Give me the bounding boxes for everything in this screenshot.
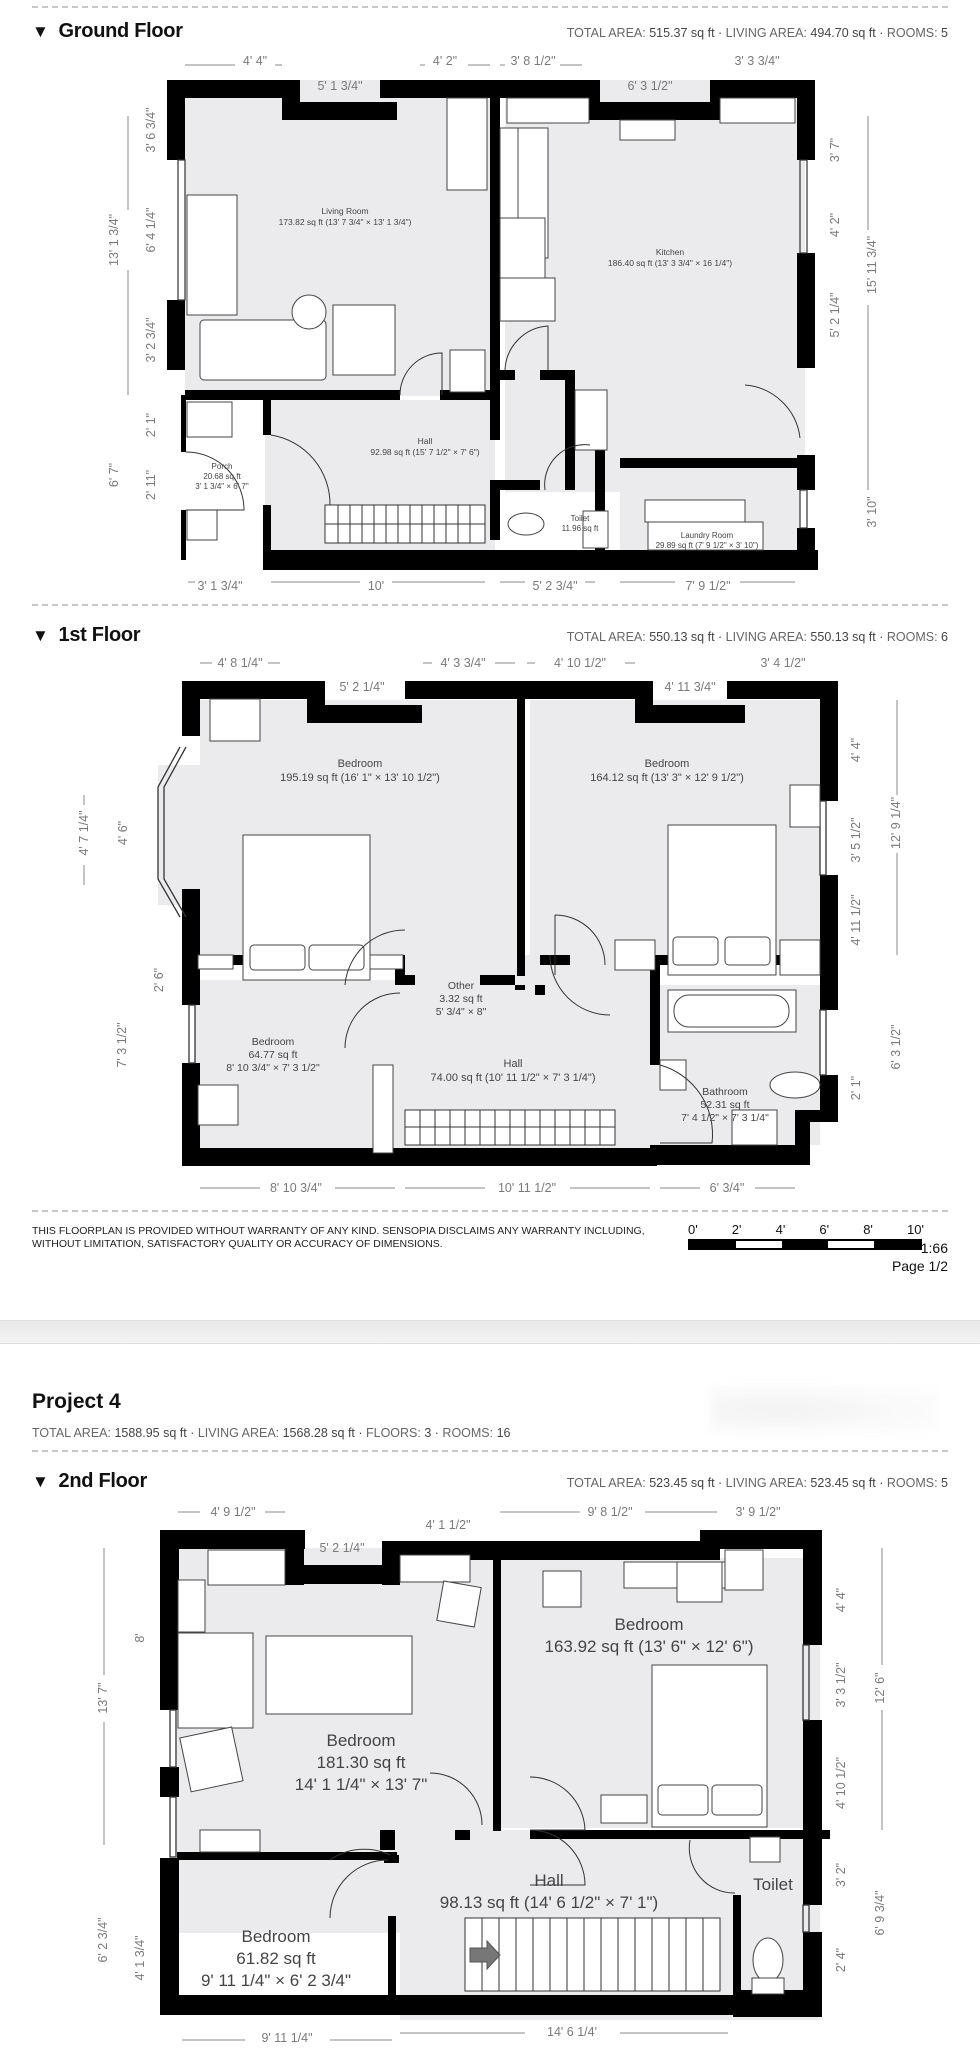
svg-text:64.77 sq ft: 64.77 sq ft <box>248 1049 298 1061</box>
svg-text:3' 6 3/4": 3' 6 3/4" <box>144 107 158 153</box>
svg-text:Bedroom: Bedroom <box>614 1615 684 1634</box>
svg-text:4' 3 3/4": 4' 3 3/4" <box>440 656 486 670</box>
svg-text:3' 4 1/2": 3' 4 1/2" <box>760 656 806 670</box>
svg-text:2' 4": 2' 4" <box>834 1947 848 1973</box>
svg-text:14' 1 1/4" × 13' 7": 14' 1 1/4" × 13' 7" <box>294 1775 428 1794</box>
project-title: Project 4 <box>32 1390 121 1413</box>
floorplan-ground <box>0 50 980 610</box>
floor-title[interactable]: ▼ 1st Floor <box>32 624 141 646</box>
svg-text:173.82 sq ft (13' 7 3/4" × 13': 173.82 sq ft (13' 7 3/4" × 13' 1 3/4") <box>278 217 412 227</box>
svg-text:Hall: Hall <box>534 1871 564 1890</box>
svg-text:20.68 sq ft: 20.68 sq ft <box>203 472 241 481</box>
floor-stats: TOTAL AREA: 550.13 sq ft · LIVING AREA: 550.13 sq ft · ROOMS: 6 <box>566 630 948 644</box>
svg-text:29.89 sq ft (7' 9 1/2" × 3' 10: 29.89 sq ft (7' 9 1/2" × 3' 10") <box>655 541 759 550</box>
svg-text:4' 6": 4' 6" <box>116 820 130 846</box>
svg-text:Hall: Hall <box>503 1058 523 1070</box>
svg-text:4' 7 1/4": 4' 7 1/4" <box>77 810 91 856</box>
separator <box>32 604 948 606</box>
floor-title[interactable]: ▼ 2nd Floor <box>32 1470 147 1492</box>
scale-bar: 0' 2' 4' 6' 8' 10' <box>688 1222 928 1250</box>
svg-text:3' 3 3/4": 3' 3 3/4" <box>734 54 780 68</box>
svg-text:6' 4 1/4": 6' 4 1/4" <box>144 207 158 253</box>
svg-text:98.13 sq ft (14' 6 1/2" × 7' 1: 98.13 sq ft (14' 6 1/2" × 7' 1") <box>439 1893 659 1912</box>
svg-text:9' 11 1/4": 9' 11 1/4" <box>261 2031 313 2045</box>
svg-text:4' 10 1/2": 4' 10 1/2" <box>553 656 607 670</box>
svg-text:5' 2 1/4": 5' 2 1/4" <box>319 1541 365 1555</box>
svg-text:6' 9 3/4": 6' 9 3/4" <box>873 1890 887 1936</box>
svg-text:181.30 sq ft: 181.30 sq ft <box>316 1753 406 1772</box>
floor-stats: TOTAL AREA: 523.45 sq ft · LIVING AREA: 523.45 sq ft · ROOMS: 5 <box>566 1476 948 1490</box>
svg-text:4' 4": 4' 4" <box>834 1587 848 1613</box>
svg-text:3' 3 1/2": 3' 3 1/2" <box>834 1662 848 1708</box>
svg-text:Bedroom: Bedroom <box>251 1036 295 1048</box>
svg-text:Bedroom: Bedroom <box>337 758 383 770</box>
svg-text:Porch: Porch <box>211 462 233 471</box>
project-stats: TOTAL AREA: 1588.95 sq ft · LIVING AREA: 1568.28 sq ft · FLOORS: 3 · ROOMS: 16 <box>32 1426 511 1440</box>
svg-text:12' 6": 12' 6" <box>873 1672 887 1704</box>
svg-text:4' 2": 4' 2" <box>828 212 842 238</box>
svg-text:Hall: Hall <box>417 436 433 446</box>
svg-text:4' 1 3/4": 4' 1 3/4" <box>133 1935 147 1981</box>
svg-text:2' 11": 2' 11" <box>144 469 158 501</box>
svg-text:9' 8 1/2": 9' 8 1/2" <box>587 1505 633 1519</box>
svg-text:4' 11 1/2": 4' 11 1/2" <box>849 894 863 946</box>
svg-text:5' 2 1/4": 5' 2 1/4" <box>828 292 842 338</box>
svg-text:15' 11 3/4": 15' 11 3/4" <box>865 235 879 295</box>
svg-text:Bedroom: Bedroom <box>644 758 690 770</box>
page-break <box>0 1320 980 1344</box>
floor-header-1st[interactable] <box>32 624 948 654</box>
svg-text:2' 1": 2' 1" <box>144 412 158 438</box>
svg-text:13' 7": 13' 7" <box>96 1682 110 1714</box>
blurred-logo <box>710 1385 940 1435</box>
triangle-down-icon[interactable]: ▼ <box>32 626 49 645</box>
svg-text:4' 4": 4' 4" <box>849 737 863 763</box>
triangle-down-icon[interactable]: ▼ <box>32 1472 49 1491</box>
svg-text:Bathroom: Bathroom <box>702 1086 748 1098</box>
svg-text:164.12 sq ft (13' 3" × 12' 9 1: 164.12 sq ft (13' 3" × 12' 9 1/2") <box>590 772 744 784</box>
svg-text:61.82 sq ft: 61.82 sq ft <box>236 1949 316 1968</box>
separator <box>32 1210 948 1212</box>
svg-text:3' 9 1/2": 3' 9 1/2" <box>735 1505 781 1519</box>
svg-text:5' 2 1/4": 5' 2 1/4" <box>339 680 385 694</box>
svg-text:Bedroom: Bedroom <box>326 1731 396 1750</box>
svg-text:8' 10 3/4" × 7' 3 1/2": 8' 10 3/4" × 7' 3 1/2" <box>226 1062 320 1074</box>
floorplan-2nd <box>0 1500 980 2048</box>
svg-text:6' 3 1/2": 6' 3 1/2" <box>627 79 673 93</box>
separator <box>32 1450 948 1452</box>
floor-header-2nd[interactable] <box>32 1470 948 1500</box>
svg-text:195.19 sq ft (16' 1" × 13' 10: 195.19 sq ft (16' 1" × 13' 10 1/2") <box>280 772 440 784</box>
svg-text:Bedroom: Bedroom <box>241 1927 311 1946</box>
floor-header-ground[interactable] <box>32 20 948 50</box>
svg-text:4' 2": 4' 2" <box>432 54 458 68</box>
svg-text:3' 2 3/4": 3' 2 3/4" <box>144 317 158 363</box>
svg-text:163.92 sq ft (13' 6" × 12' 6"): 163.92 sq ft (13' 6" × 12' 6") <box>544 1637 754 1656</box>
svg-text:4' 10 1/2": 4' 10 1/2" <box>834 1756 848 1810</box>
svg-text:Toilet: Toilet <box>570 514 590 523</box>
svg-text:186.40 sq ft (13' 3 3/4" × 16: 186.40 sq ft (13' 3 3/4" × 16 1/4") <box>607 258 733 268</box>
svg-text:4' 4": 4' 4" <box>242 54 268 68</box>
disclaimer-text: THIS FLOORPLAN IS PROVIDED WITHOUT WARRANTY OF ANY KIND. SENSOPIA DISCLAIMS ANY WARRANTY INCLUDING, WITHOUT LIMITATION, SATISFACTORY QUALITY OR ACCURACY OF DIMENSIONS. <box>32 1225 645 1250</box>
svg-text:2' 1": 2' 1" <box>849 1075 863 1101</box>
svg-text:Laundry Room: Laundry Room <box>680 531 734 540</box>
svg-text:4' 1 1/2": 4' 1 1/2" <box>425 1518 471 1532</box>
svg-text:6' 3/4": 6' 3/4" <box>709 1181 745 1195</box>
svg-text:74.00 sq ft (10' 11 1/2" × 7': 74.00 sq ft (10' 11 1/2" × 7' 3 1/4") <box>430 1072 596 1084</box>
svg-text:7' 4 1/2" × 7' 3 1/4": 7' 4 1/2" × 7' 3 1/4" <box>681 1112 769 1124</box>
svg-text:6' 2 3/4": 6' 2 3/4" <box>96 1917 110 1963</box>
svg-text:4' 9 1/2": 4' 9 1/2" <box>210 1505 256 1519</box>
svg-text:52.31 sq ft: 52.31 sq ft <box>700 1099 750 1111</box>
svg-text:2' 6": 2' 6" <box>152 967 166 993</box>
svg-text:13' 1 3/4": 13' 1 3/4" <box>107 213 121 267</box>
svg-text:Other: Other <box>447 980 475 992</box>
svg-text:3' 10": 3' 10" <box>865 496 879 528</box>
svg-text:7' 3 1/2": 7' 3 1/2" <box>115 1022 129 1068</box>
svg-text:3' 1 3/4": 3' 1 3/4" <box>197 579 243 593</box>
floorplan-1st <box>0 655 980 1200</box>
separator <box>32 6 948 8</box>
svg-text:14' 6 1/4': 14' 6 1/4' <box>547 2025 597 2039</box>
svg-text:3' 5 1/2": 3' 5 1/2" <box>849 817 863 863</box>
svg-text:12' 9 1/4": 12' 9 1/4" <box>889 796 903 850</box>
svg-text:Kitchen: Kitchen <box>655 247 685 257</box>
svg-text:8' 10 3/4": 8' 10 3/4" <box>269 1181 323 1195</box>
svg-text:10' 11 1/2": 10' 11 1/2" <box>497 1181 557 1195</box>
svg-text:Toilet: Toilet <box>753 1875 793 1894</box>
svg-text:5' 3/4" × 8": 5' 3/4" × 8" <box>435 1006 487 1018</box>
svg-text:5' 2 3/4": 5' 2 3/4" <box>532 579 578 593</box>
svg-text:3' 8 1/2": 3' 8 1/2" <box>510 54 556 68</box>
svg-text:92.98 sq ft (15' 7 1/2" × 7' 6: 92.98 sq ft (15' 7 1/2" × 7' 6") <box>370 447 480 457</box>
svg-text:7' 9 1/2": 7' 9 1/2" <box>685 579 731 593</box>
floor-title[interactable]: ▼ Ground Floor <box>32 20 183 42</box>
svg-text:6' 3 1/2": 6' 3 1/2" <box>889 1024 903 1070</box>
svg-text:3' 7": 3' 7" <box>828 137 842 163</box>
svg-text:3' 1 3/4" × 6' 7": 3' 1 3/4" × 6' 7" <box>195 482 249 491</box>
svg-text:11.96 sq ft: 11.96 sq ft <box>561 524 599 533</box>
svg-text:6' 7": 6' 7" <box>107 462 121 488</box>
svg-text:9' 11 1/4" × 6' 2 3/4": 9' 11 1/4" × 6' 2 3/4" <box>200 1971 352 1990</box>
svg-text:3' 2": 3' 2" <box>834 1862 848 1888</box>
svg-text:5' 1 3/4": 5' 1 3/4" <box>317 79 363 93</box>
svg-text:10': 10' <box>367 579 385 593</box>
svg-text:4' 11 3/4": 4' 11 3/4" <box>664 680 716 694</box>
svg-text:4' 8 1/4": 4' 8 1/4" <box>217 656 263 670</box>
triangle-down-icon[interactable]: ▼ <box>32 22 49 41</box>
svg-text:Living Room: Living Room <box>321 206 369 216</box>
svg-text:3.32 sq ft: 3.32 sq ft <box>439 993 483 1005</box>
svg-text:8': 8' <box>133 1633 147 1643</box>
scale-ratio: 1:66 <box>920 1240 948 1256</box>
page-number: Page 1/2 <box>891 1258 948 1274</box>
floor-stats: TOTAL AREA: 515.37 sq ft · LIVING AREA: 494.70 sq ft · ROOMS: 5 <box>566 26 948 40</box>
